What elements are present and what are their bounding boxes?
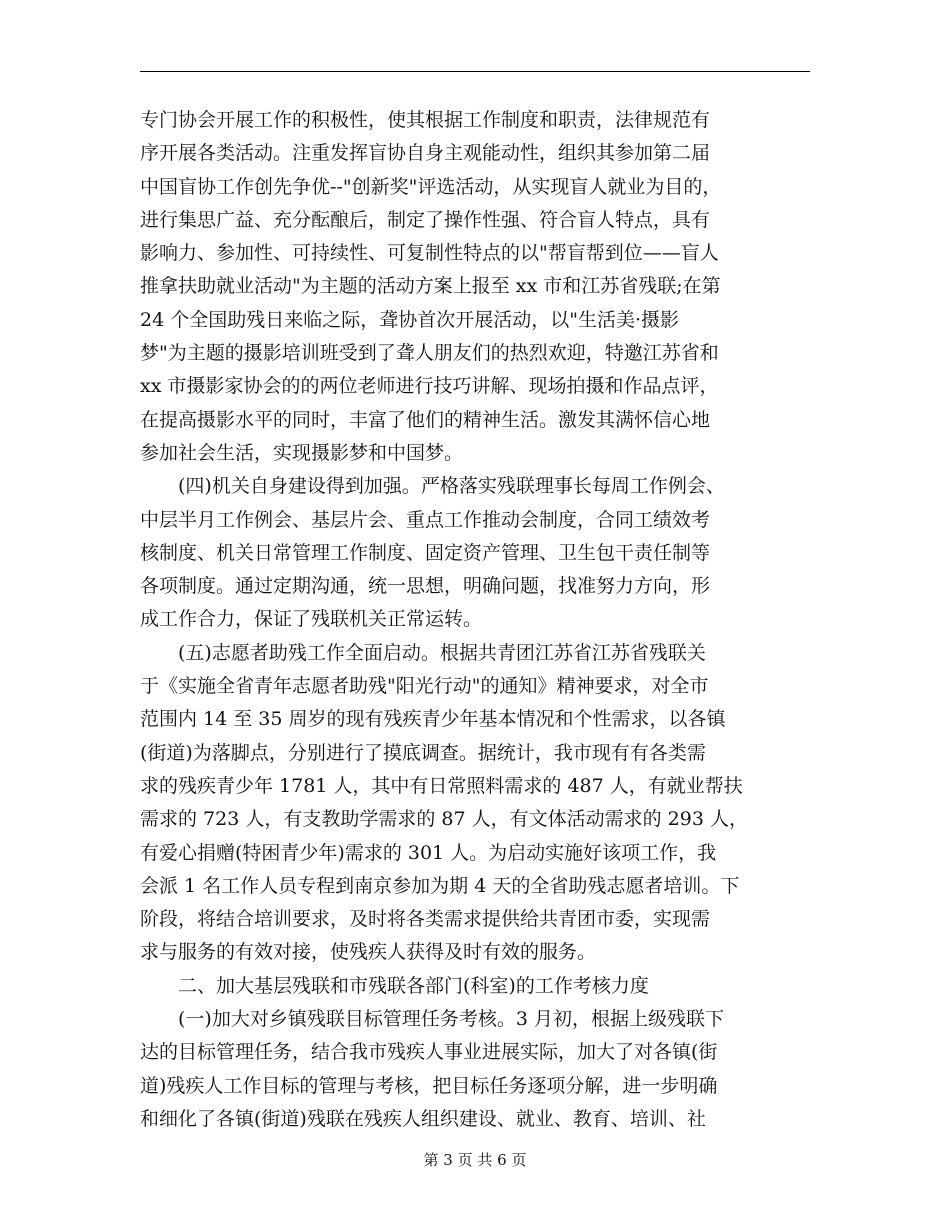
text-line: 于《实施全省青年志愿者助残"阳光行动"的通知》精神要求，对全市 [140, 675, 709, 698]
text-line: 进行集思广益、充分酝酿后，制定了操作性强、符合盲人特点，具有 [140, 208, 711, 231]
text-line: (一)加大对乡镇残联目标管理任务考核。3 月初，根据上级残联下 [178, 1008, 724, 1031]
text-line: 序开展各类活动。注重发挥盲协自身主观能动性，组织其参加第二届 [140, 142, 711, 165]
text-line: 二、加大基层残联和市残联各部门(科室)的工作考核力度 [178, 974, 649, 997]
text-line: 专门协会开展工作的积极性，使其根据工作制度和职责，法律规范有 [140, 109, 711, 131]
text-line: (五)志愿者助残工作全面启动。根据共青团江苏省江苏省残联关 [178, 641, 706, 664]
text-line: 影响力、参加性、可持续性、可复制性特点的以"帮盲帮到位——盲人 [140, 242, 719, 265]
text-line: 达的目标管理任务，结合我市残疾人事业进展实际，加大了对各镇(街 [140, 1041, 718, 1064]
text-line: 参加社会生活，实现摄影梦和中国梦。 [140, 441, 464, 464]
text-line: 会派 1 名工作人员专程到南京参加为期 4 天的全省助残志愿者培训。下 [140, 874, 740, 897]
text-line: (四)机关自身建设得到加强。严格落实残联理事长每周工作例会、 [178, 475, 725, 498]
text-line: 需求的 723 人，有支教助学需求的 87 人，有文体活动需求的 293 人， [140, 808, 748, 831]
text-line: 24 个全国助残日来临之际，聋协首次开展活动，以"生活美·摄影 [140, 308, 679, 331]
text-line: 求与服务的有效对接，使残疾人获得及时有效的服务。 [140, 941, 597, 964]
text-line: 成工作合力，保证了残联机关正常运转。 [140, 608, 483, 631]
document-body [140, 104, 820, 1136]
text-line: 推拿扶助就业活动"为主题的活动方案上报至 xx 市和江苏省残联;在第 [140, 275, 721, 298]
text-line: 梦"为主题的摄影培训班受到了聋人朋友们的热烈欢迎，特邀江苏省和 [140, 342, 719, 365]
text-line: 和细化了各镇(街道)残联在残疾人组织建设、就业、教育、培训、社 [140, 1107, 706, 1130]
text-line: 中层半月工作例会、基层片会、重点工作推动会制度，合同工绩效考 [140, 508, 711, 531]
text-line: 核制度、机关日常管理工作制度、固定资产管理、卫生包干责任制等 [140, 541, 711, 564]
text-line: 各项制度。通过定期沟通，统一思想，明确问题，找准努力方向，形 [140, 575, 711, 598]
text-line: 有爱心捐赠(特困青少年)需求的 301 人。为启动实施好该项工作，我 [140, 841, 717, 864]
page-footer [0, 1150, 950, 1170]
text-line: 中国盲协工作创先争优--"创新奖"评选活动，从实现盲人就业为目的， [140, 175, 722, 198]
text-line: 范围内 14 至 35 周岁的现有残疾青少年基本情况和个性需求，以各镇 [140, 708, 726, 731]
text-line: xx 市摄影家协会的的两位老师进行技巧讲解、现场拍摄和作品点评， [140, 375, 719, 398]
text-line: 在提高摄影水平的同时，丰富了他们的精神生活。激发其满怀信心地 [140, 408, 711, 431]
text-line: 道)残疾人工作目标的管理与考核，把目标任务逐项分解，进一步明确 [140, 1074, 718, 1097]
page-number: 第 3 页 共 6 页 [423, 1151, 527, 1169]
text-line: 求的残疾青少年 1781 人，其中有日常照料需求的 487 人，有就业帮扶 [140, 774, 743, 797]
text-line: (街道)为落脚点，分别进行了摸底调查。据统计，我市现有有各类需 [140, 741, 706, 764]
header-rule [140, 71, 810, 72]
text-line: 阶段，将结合培训要求，及时将各类需求提供给共青团市委，实现需 [140, 908, 711, 931]
